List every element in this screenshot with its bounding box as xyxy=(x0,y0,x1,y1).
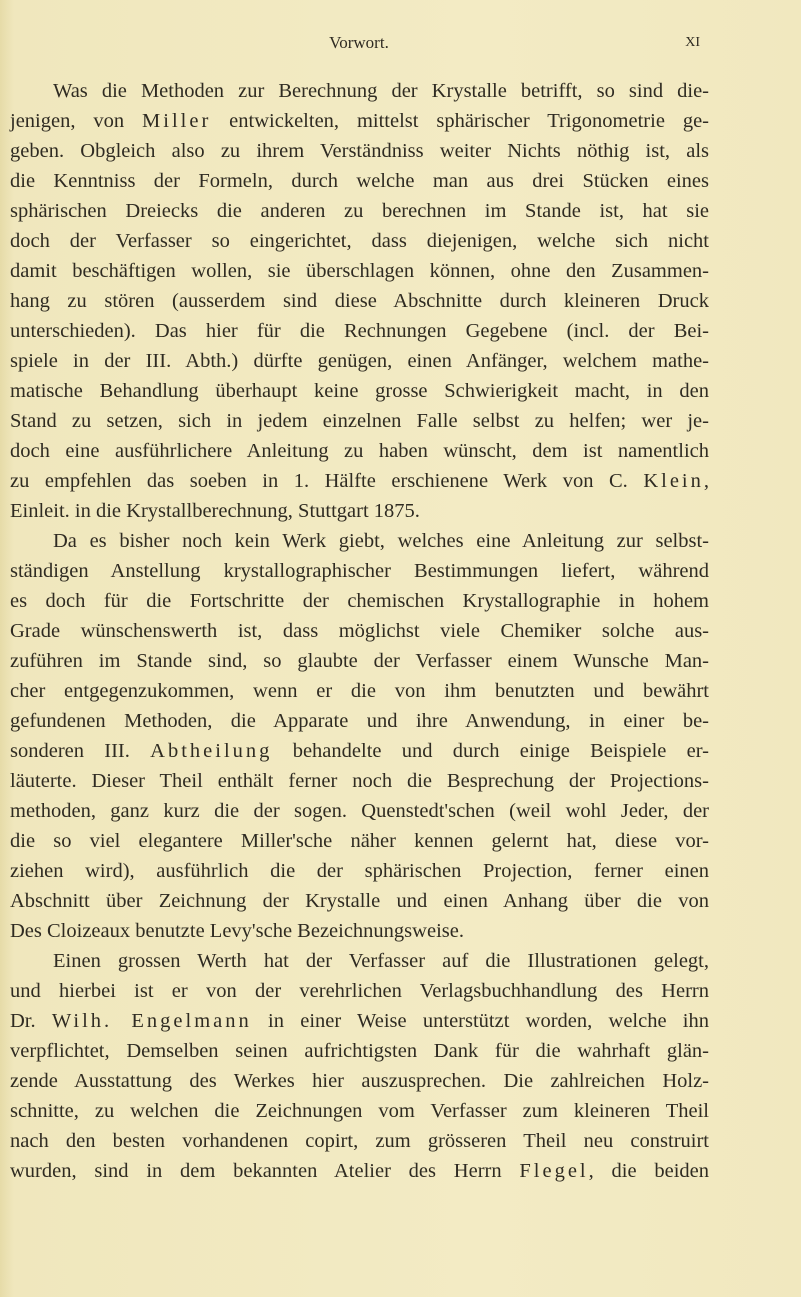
text-run: Was die Methoden zur Berechnung der Krystalle betrifft, so sind die- xyxy=(53,80,709,102)
text-line xyxy=(10,766,709,796)
text-line xyxy=(10,1156,709,1186)
text-run: wurden, sind in dem bekannten Atelier des Herrn xyxy=(10,1160,520,1182)
text-run: verpflichtet, Demselben seinen aufrichtigsten Dank für die wahrhaft glän- xyxy=(10,1040,709,1062)
text-line xyxy=(10,886,709,916)
text-run: ständigen Anstellung krystallographischer Bestimmungen liefert, während xyxy=(10,560,709,582)
spaced-name: Wilh. Engelmann xyxy=(51,1010,252,1032)
text-run: matische Behandlung überhaupt keine grosse Schwierigkeit macht, in den xyxy=(10,380,709,402)
text-line xyxy=(10,346,709,376)
text-line xyxy=(10,796,709,826)
text-run: sphärischen Dreiecks die anderen zu berechnen im Stande ist, hat sie xyxy=(10,200,709,222)
text-line xyxy=(10,556,709,586)
spaced-name: Abtheilung xyxy=(150,740,273,762)
text-run: jenigen, von xyxy=(10,110,143,132)
text-run: methoden, ganz kurz die der sogen. Quenstedt'schen (weil wohl Jeder, der xyxy=(10,800,709,822)
text-run: in einer Weise unterstützt worden, welche ihn xyxy=(251,1010,709,1032)
text-run: läuterte. Dieser Theil enthält ferner noch die Besprechung der Projections- xyxy=(10,770,709,792)
text-run: zuführen im Stande sind, so glaubte der Verfasser einem Wunsche Man- xyxy=(10,650,709,672)
text-run: Einen grossen Werth hat der Verfasser auf die Illustrationen gelegt, xyxy=(53,950,709,972)
text-run: hang zu stören (ausserdem sind diese Abschnitte durch kleineren Druck xyxy=(10,290,709,312)
text-line xyxy=(10,376,709,406)
text-line xyxy=(10,466,709,496)
text-run: ziehen wird), ausführlich die der sphärischen Projection, ferner einen xyxy=(10,860,709,882)
text-run: , xyxy=(703,470,709,492)
text-run: Stand zu setzen, sich in jedem einzelnen Falle selbst zu helfen; wer je- xyxy=(10,410,709,432)
text-line xyxy=(10,406,709,436)
spaced-name: Flegel xyxy=(519,1160,589,1182)
text-run: Einleit. in die Krystallberechnung, Stuttgart 1875. xyxy=(10,500,420,522)
text-run: , die beiden xyxy=(588,1160,709,1182)
text-line xyxy=(10,1066,709,1096)
text-run: doch eine ausführlichere Anleitung zu haben wünscht, dem ist namentlich xyxy=(10,440,709,462)
text-run: Da es bisher noch kein Werk giebt, welches eine Anleitung zur selbst- xyxy=(53,530,709,552)
text-run: nach den besten vorhandenen copirt, zum grösseren Theil neu construirt xyxy=(10,1130,709,1152)
text-line xyxy=(10,286,709,316)
spaced-name: Klein xyxy=(643,470,704,492)
text-run: die so viel elegantere Miller'sche näher kennen gelernt hat, diese vor- xyxy=(10,830,709,852)
text-line xyxy=(10,436,709,466)
text-line xyxy=(10,856,709,886)
text-line xyxy=(10,616,709,646)
text-line xyxy=(10,496,709,526)
page-number: XI xyxy=(685,35,700,50)
text-line xyxy=(10,706,709,736)
running-title: Vorwort. xyxy=(329,33,389,52)
text-run: schnitte, zu welchen die Zeichnungen vom Verfasser zum kleineren Theil xyxy=(10,1100,709,1122)
text-run: sonderen III. xyxy=(10,740,151,762)
text-line xyxy=(10,646,709,676)
text-run: und hierbei ist er von der verehrlichen Verlagsbuchhandlung des Herrn xyxy=(10,980,709,1002)
text-run: spiele in der III. Abth.) dürfte genügen, einen Anfänger, welchem mathe- xyxy=(10,350,709,372)
text-run: Dr. xyxy=(10,1010,52,1032)
text-line xyxy=(10,1006,709,1036)
text-line xyxy=(10,1126,709,1156)
text-run: Grade wünschenswerth ist, dass möglichst viele Chemiker solche aus- xyxy=(10,620,709,642)
spaced-name: Miller xyxy=(142,110,212,132)
text-run: Des Cloizeaux benutzte Levy'sche Bezeichnungsweise. xyxy=(10,920,464,942)
text-line xyxy=(10,586,709,616)
text-run: geben. Obgleich also zu ihrem Verständniss weiter Nichts nöthig ist, als xyxy=(10,140,709,162)
text-run: doch der Verfasser so eingerichtet, dass diejenigen, welche sich nicht xyxy=(10,230,709,252)
text-line xyxy=(10,826,709,856)
text-line xyxy=(10,946,709,976)
text-run: unterschieden). Das hier für die Rechnungen Gegebene (incl. der Bei- xyxy=(10,320,709,342)
text-line xyxy=(10,106,709,136)
body-text xyxy=(10,76,709,1186)
text-run: gefundenen Methoden, die Apparate und ihre Anwendung, in einer be- xyxy=(10,710,709,732)
text-run: die Kenntniss der Formeln, durch welche man aus drei Stücken eines xyxy=(10,170,709,192)
running-header xyxy=(10,33,708,57)
text-line xyxy=(10,736,709,766)
text-run: cher entgegenzukommen, wenn er die von ihm benutzten und bewährt xyxy=(10,680,709,702)
text-line xyxy=(10,166,709,196)
text-line xyxy=(10,916,709,946)
text-run: es doch für die Fortschritte der chemischen Krystallographie in hohem xyxy=(10,590,709,612)
text-run: behandelte und durch einige Beispiele er- xyxy=(272,740,710,762)
text-line xyxy=(10,1036,709,1066)
text-run: damit beschäftigen wollen, sie überschlagen können, ohne den Zusammen- xyxy=(10,260,709,282)
text-line xyxy=(10,976,709,1006)
text-line xyxy=(10,226,709,256)
text-line xyxy=(10,256,709,286)
text-line xyxy=(10,316,709,346)
text-line xyxy=(10,76,709,106)
text-run: Abschnitt über Zeichnung der Krystalle und einen Anhang über die von xyxy=(10,890,709,912)
text-line xyxy=(10,526,709,556)
text-run: zu empfehlen das soeben in 1. Hälfte erschienene Werk von C. xyxy=(10,470,644,492)
text-run: entwickelten, mittelst sphärischer Trigonometrie ge- xyxy=(211,110,709,132)
text-line xyxy=(10,1096,709,1126)
text-run: zende Ausstattung des Werkes hier auszusprechen. Die zahlreichen Holz- xyxy=(10,1070,709,1092)
text-line xyxy=(10,196,709,226)
text-line xyxy=(10,136,709,166)
text-line xyxy=(10,676,709,706)
